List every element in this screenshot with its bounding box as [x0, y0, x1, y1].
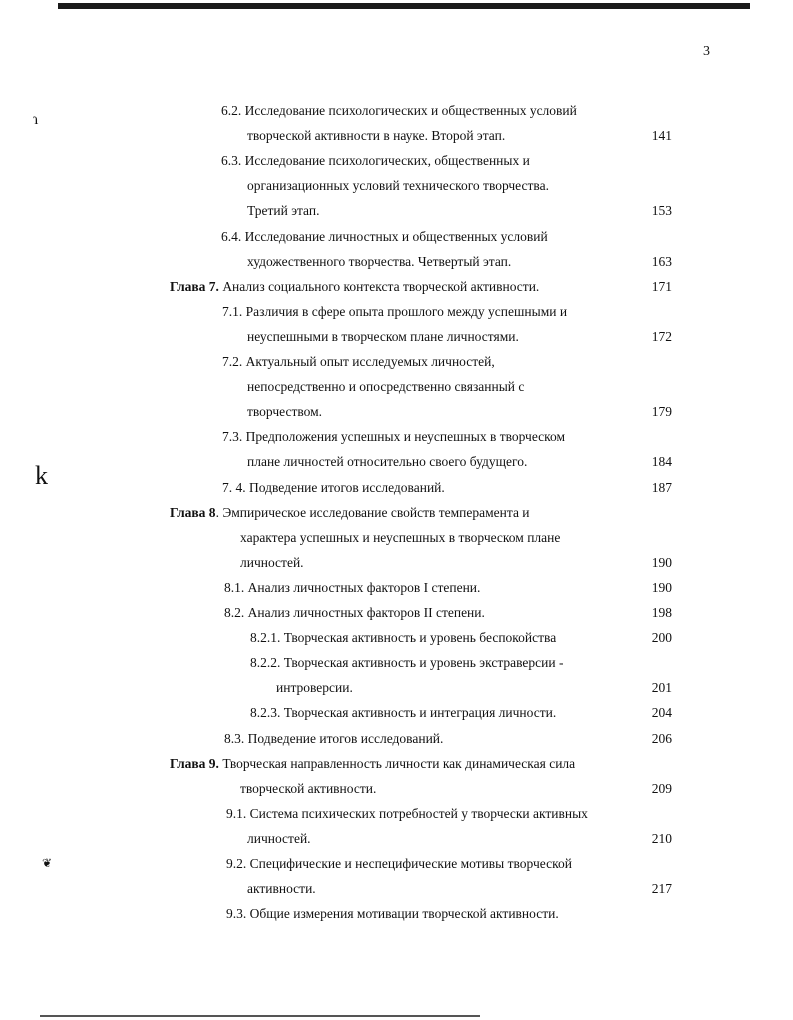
- toc-page-number: 153: [651, 203, 672, 218]
- toc-entry: [170, 279, 539, 295]
- toc-entry: 8.1. Анализ личностных факторов I степени.: [224, 580, 481, 595]
- toc-entry: 8.2.2. Творческая активность и уровень экстраверсии -: [250, 655, 564, 670]
- toc-entry: 9.2. Специфические и неспецифические мотивы творческой: [226, 856, 572, 871]
- toc-page-number: 184: [651, 454, 672, 469]
- toc-entry: творческой активности в науке. Второй этап.: [247, 128, 506, 143]
- toc-entry: 7. 4. Подведение итогов исследований.: [222, 480, 445, 495]
- toc-entry: Третий этап.: [247, 203, 320, 218]
- toc-entry: художественного творчества. Четвертый этап.: [247, 254, 512, 269]
- toc-entry: личностей.: [247, 831, 311, 846]
- toc-entry: 7.1. Различия в сфере опыта прошлого между успешными и: [222, 304, 568, 319]
- toc-page-number: 171: [651, 279, 672, 294]
- toc-page-number: 179: [651, 404, 672, 419]
- toc-entry: [170, 505, 530, 521]
- toc-page-number: 206: [651, 731, 672, 746]
- toc-page-number: 141: [651, 128, 672, 143]
- chapter-label: Глава 7.: [170, 279, 219, 294]
- toc-entry: организационных условий технического творчества.: [247, 178, 549, 193]
- toc-page-number: 163: [651, 254, 672, 269]
- chapter-title: Творческая направленность личности как динамическая сила: [218, 756, 576, 771]
- toc-page-number: 204: [651, 705, 672, 720]
- toc-entry: интроверсии.: [276, 680, 353, 695]
- toc-page-number: 201: [651, 680, 672, 695]
- top-scan-border: [58, 3, 750, 9]
- toc-entry: творческой активности.: [240, 781, 377, 796]
- toc-page-number: 172: [651, 329, 672, 344]
- scan-artifact-mark: ɿ: [33, 111, 39, 128]
- toc-page-number: 190: [651, 580, 672, 595]
- toc-entry: творчеством.: [247, 404, 323, 419]
- toc-entry: 7.2. Актуальный опыт исследуемых личностей,: [222, 354, 495, 369]
- toc-entry: 6.3. Исследование психологических, общественных и: [221, 153, 530, 168]
- scan-artifact-mark: k: [35, 461, 48, 490]
- toc-entry: [170, 756, 575, 772]
- toc-entry: 9.3. Общие измерения мотивации творческой активности.: [226, 906, 559, 921]
- chapter-label: Глава 8: [170, 505, 216, 520]
- toc-page-number: 210: [651, 831, 672, 846]
- toc-entry: 8.2.3. Творческая активность и интеграция личности.: [250, 705, 557, 720]
- toc-page-number: 200: [651, 630, 672, 645]
- toc-entry: 6.2. Исследование психологических и общественных условий: [221, 103, 577, 118]
- toc-page-number: 217: [651, 881, 672, 896]
- toc-entry: характера успешных и неуспешных в творческом плане: [240, 530, 561, 545]
- toc-entry: 8.3. Подведение итогов исследований.: [224, 731, 444, 746]
- toc-entry: 6.4. Исследование личностных и общественных условий: [221, 229, 548, 244]
- toc-entry: плане личностей относительно своего будущего.: [247, 454, 528, 469]
- toc-page-number: 209: [651, 781, 672, 796]
- scan-artifact-mark: ❦: [42, 856, 53, 870]
- toc-entry: 8.2.1. Творческая активность и уровень беспокойства: [250, 630, 557, 645]
- toc-entry: 7.3. Предположения успешных и неуспешных в творческом: [222, 429, 566, 444]
- toc-page-number: 187: [651, 480, 672, 495]
- bottom-scan-border: [40, 1015, 480, 1017]
- toc-entry: неуспешными в творческом плане личностями.: [247, 329, 519, 344]
- toc-entry: 8.2. Анализ личностных факторов II степени.: [224, 605, 485, 620]
- toc-page-number: 190: [651, 555, 672, 570]
- toc-entry: 9.1. Система психических потребностей у творчески активных: [226, 806, 588, 821]
- chapter-label: Глава 9.: [170, 756, 219, 771]
- toc-entry: активности.: [247, 881, 316, 896]
- chapter-title: Анализ социального контекста творческой активности.: [218, 279, 540, 294]
- toc-page-number: 198: [651, 605, 672, 620]
- chapter-title: . Эмпирическое исследование свойств темперамента и: [215, 505, 530, 520]
- toc-entry: непосредственно и опосредственно связанный с: [247, 379, 525, 394]
- toc-entry: личностей.: [240, 555, 304, 570]
- page-number: 3: [703, 44, 710, 59]
